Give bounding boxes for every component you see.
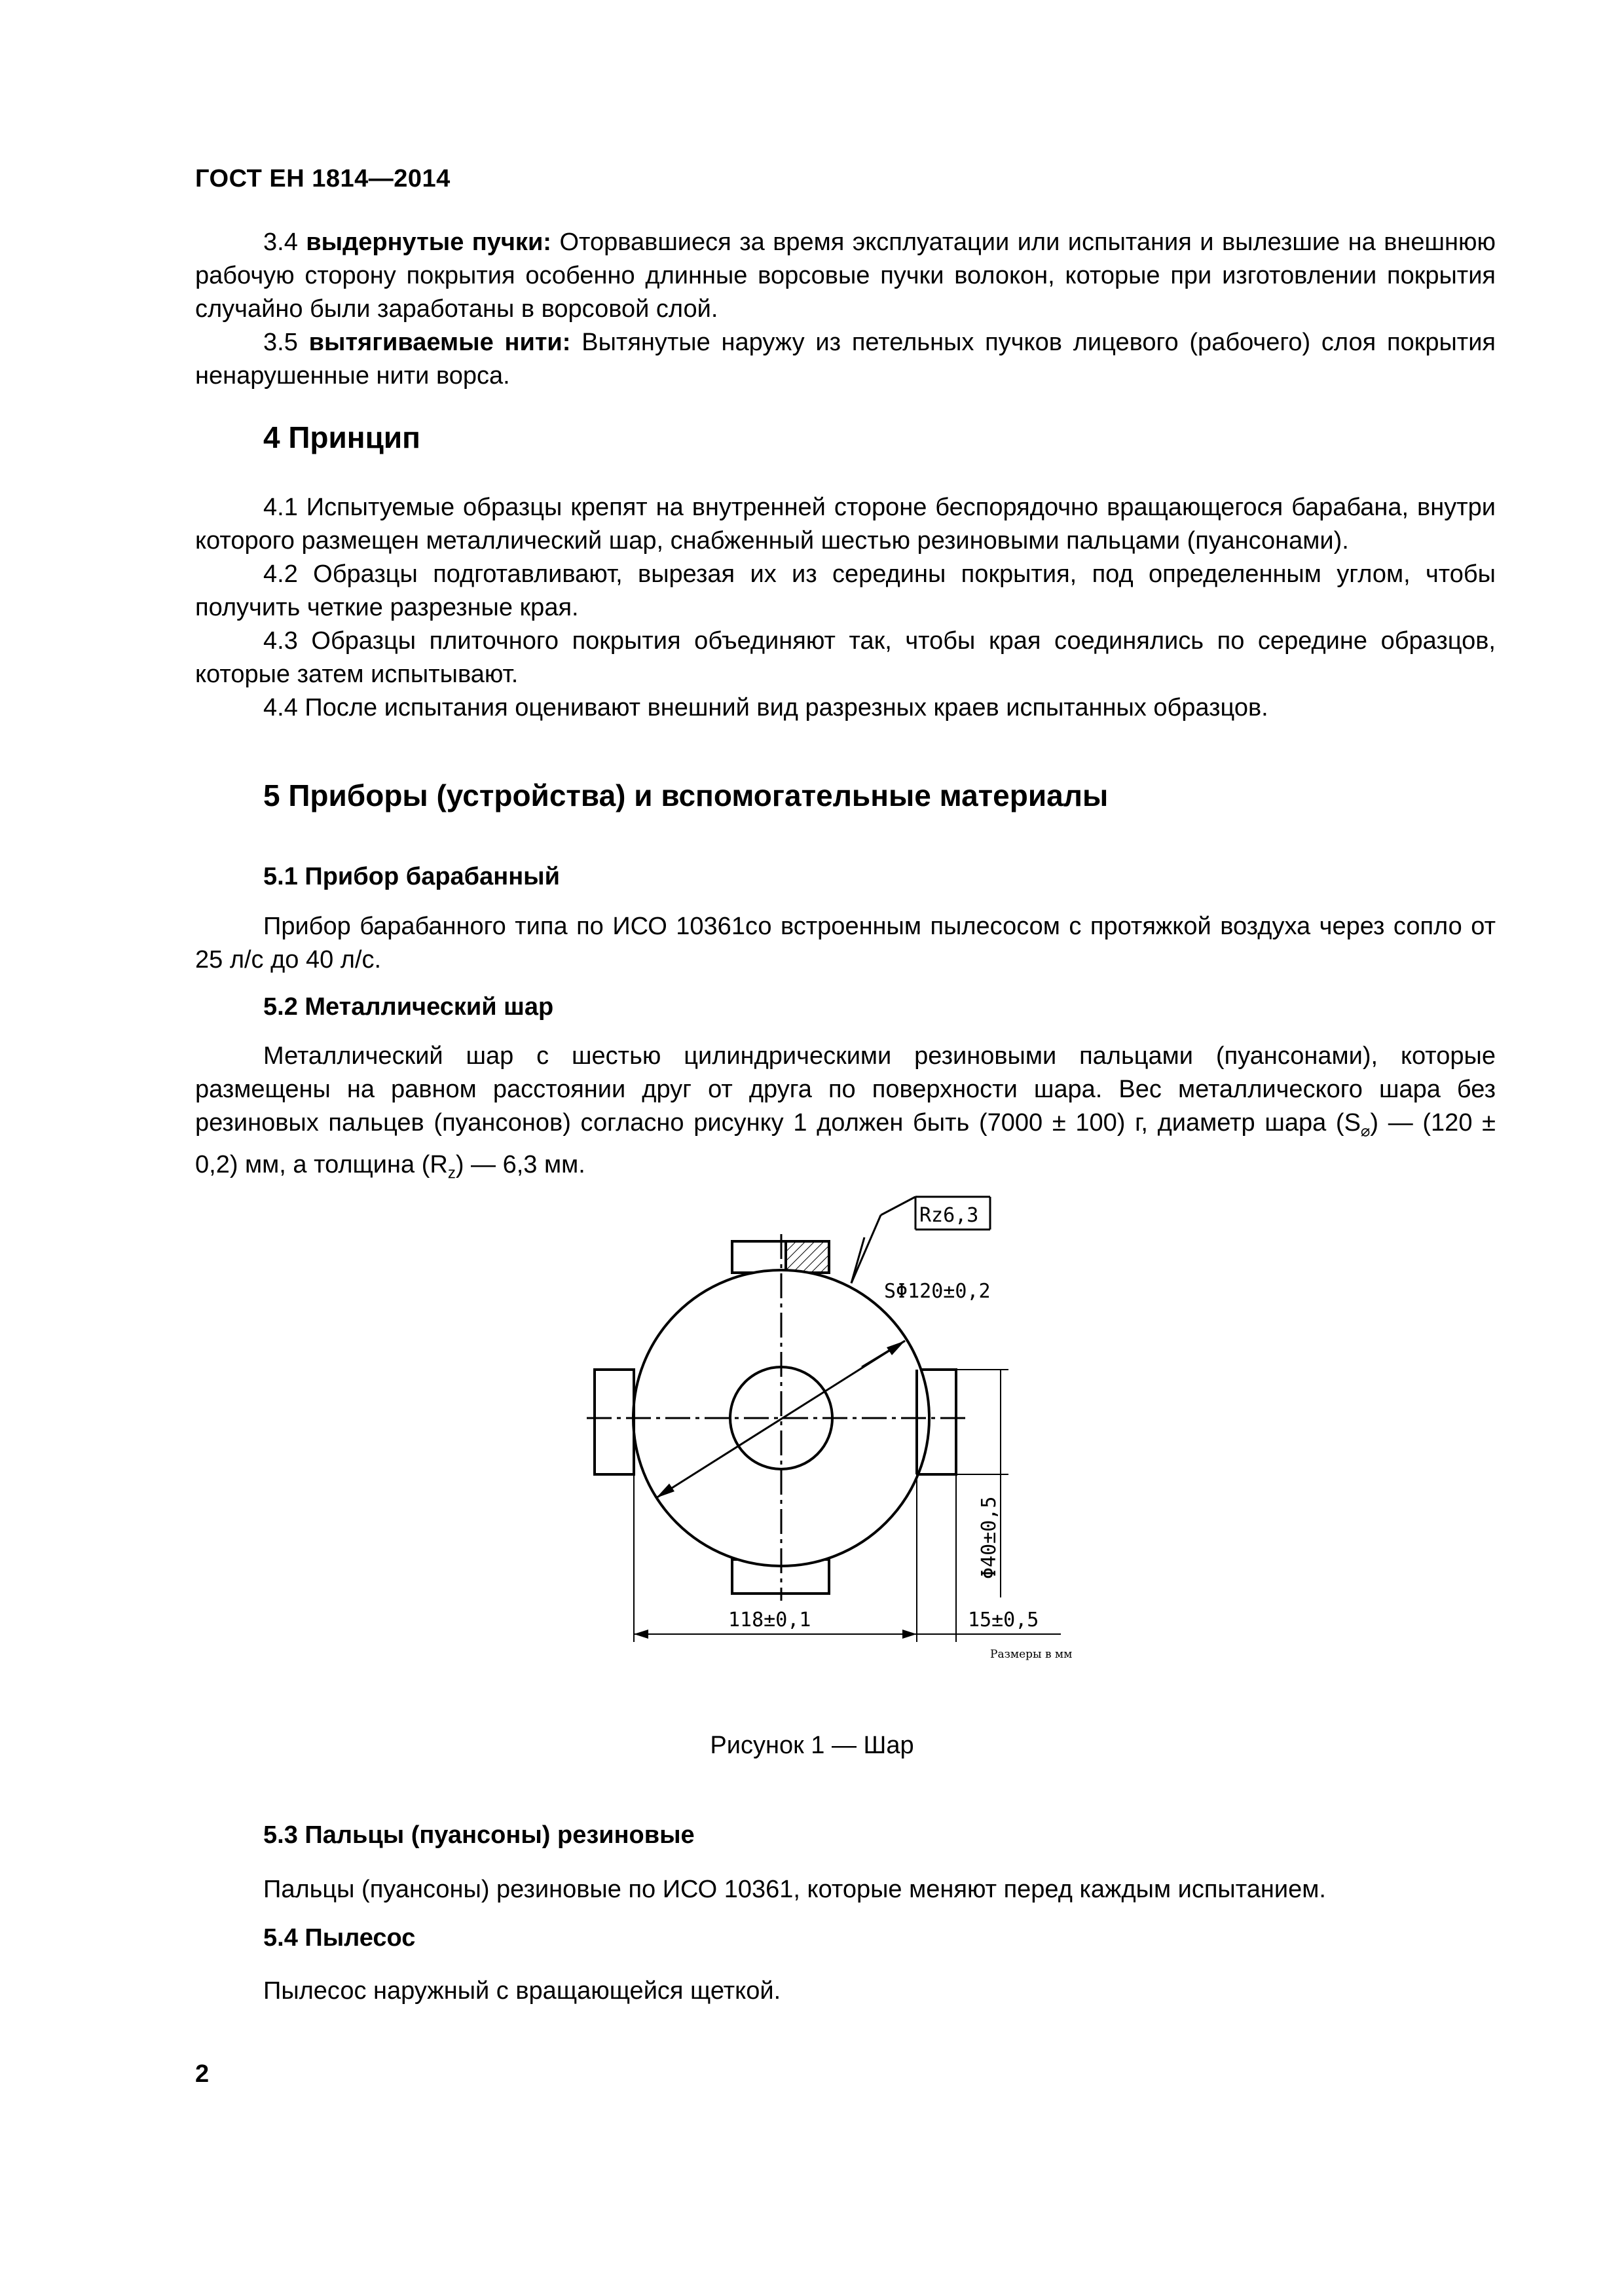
definition-term: вытягиваемые нити:	[308, 329, 571, 356]
paragraph: 4.2 Образцы подготавливают, вырезая их из середины покрытия, под определенным углом, чтобы получить четкие разрезные края.	[195, 560, 1496, 621]
paragraph: 4.3 Образцы плиточного покрытия объединяют так, чтобы края соединялись по середине образцов, которые затем испытывают.	[195, 627, 1496, 688]
subsection-5-4-title: 5.4 Пылесос	[263, 1924, 416, 1952]
finger-diameter-label: Φ40±0,5	[978, 1496, 1001, 1579]
paragraph: 4.1 Испытуемые образцы крепят на внутренней стороне беспорядочно вращающегося барабана, внутри которого размещен металлический шар, снабженный шестью резиновыми пальцами (пуансонами).	[195, 494, 1496, 555]
section-5-title: 5 Приборы (устройства) и вспомогательные материалы	[263, 778, 1109, 812]
ball-technical-drawing	[576, 1192, 1113, 1669]
finger-top-hatched	[786, 1241, 829, 1273]
subsection-5-3-title: 5.3 Пальцы (пуансоны) резиновые	[263, 1821, 695, 1849]
definitions-block	[195, 226, 1496, 393]
document-header: ГОСТ ЕН 1814—2014	[195, 165, 451, 192]
section-4-title: 4 Принцип	[263, 420, 420, 454]
subsection-5-4-body: Пылесос наружный с вращающейся щеткой.	[263, 1977, 781, 2005]
definition-term: выдернутые пучки:	[306, 228, 551, 256]
figure-ball-drawing	[576, 1192, 1113, 1669]
subsection-5-2-body: Металлический шар с шестью цилиндрическими резиновыми пальцами (пуансонами), которые размещены на равном расстоянии друг от друга по поверхности шара. Вес металлического шара без резиновых пальцев (пуансонов) согласно рисунку 1 должен быть (7000 ± 100) г, диаметр шара $(S_⌀)$ — (120 ± 0,2) мм, а толщина $(R_z)$ — 6,3 мм.	[195, 1042, 1496, 1182]
sphere-diameter-label: SΦ120±0,2	[884, 1280, 991, 1303]
definition-3-5: 3.5 вытягиваемые нити: Вытянутые наружу из петельных пучков лицевого (рабочего) слоя покрытия ненарушенные нити ворса.	[195, 329, 1496, 390]
finger-length-label: 15±0,5	[968, 1609, 1039, 1631]
paragraph: 4.4 После испытания оценивают внешний вид разрезных краев испытанных образцов.	[263, 694, 1268, 721]
page-number: 2	[195, 2060, 210, 2088]
subsection-5-2-title: 5.2 Металлический шар	[263, 993, 554, 1021]
width-dimension-label: 118±0,1	[728, 1609, 811, 1631]
figure-caption: Рисунок 1 — Шар	[710, 1732, 914, 1759]
finger-top	[732, 1241, 786, 1273]
definition-3-4: 3.4 выдернутые пучки: Оторвавшиеся за время эксплуатации или испытания и вылезшие на внешнюю рабочую сторону покрытия особенно длинные ворсовые пучки волокон, которые при изготовлении покрытия случайно были заработаны в ворсовой слой.	[195, 228, 1496, 323]
units-note: Размеры в мм	[990, 1648, 1073, 1661]
subsection-5-3-body: Пальцы (пуансоны) резиновые по ИСО 10361, которые меняют перед каждым испытанием.	[263, 1876, 1326, 1903]
finger-left	[595, 1370, 634, 1474]
section-4-body	[195, 491, 1496, 725]
subsection-5-1-body: Прибор барабанного типа по ИСО 10361со встроенным пылесосом с протяжкой воздуха через сопло от 25 л/с до 40 л/с.	[195, 913, 1496, 974]
subsection-5-1-title: 5.1 Прибор барабанный	[263, 863, 560, 890]
roughness-label: Rz6,3	[919, 1204, 979, 1227]
